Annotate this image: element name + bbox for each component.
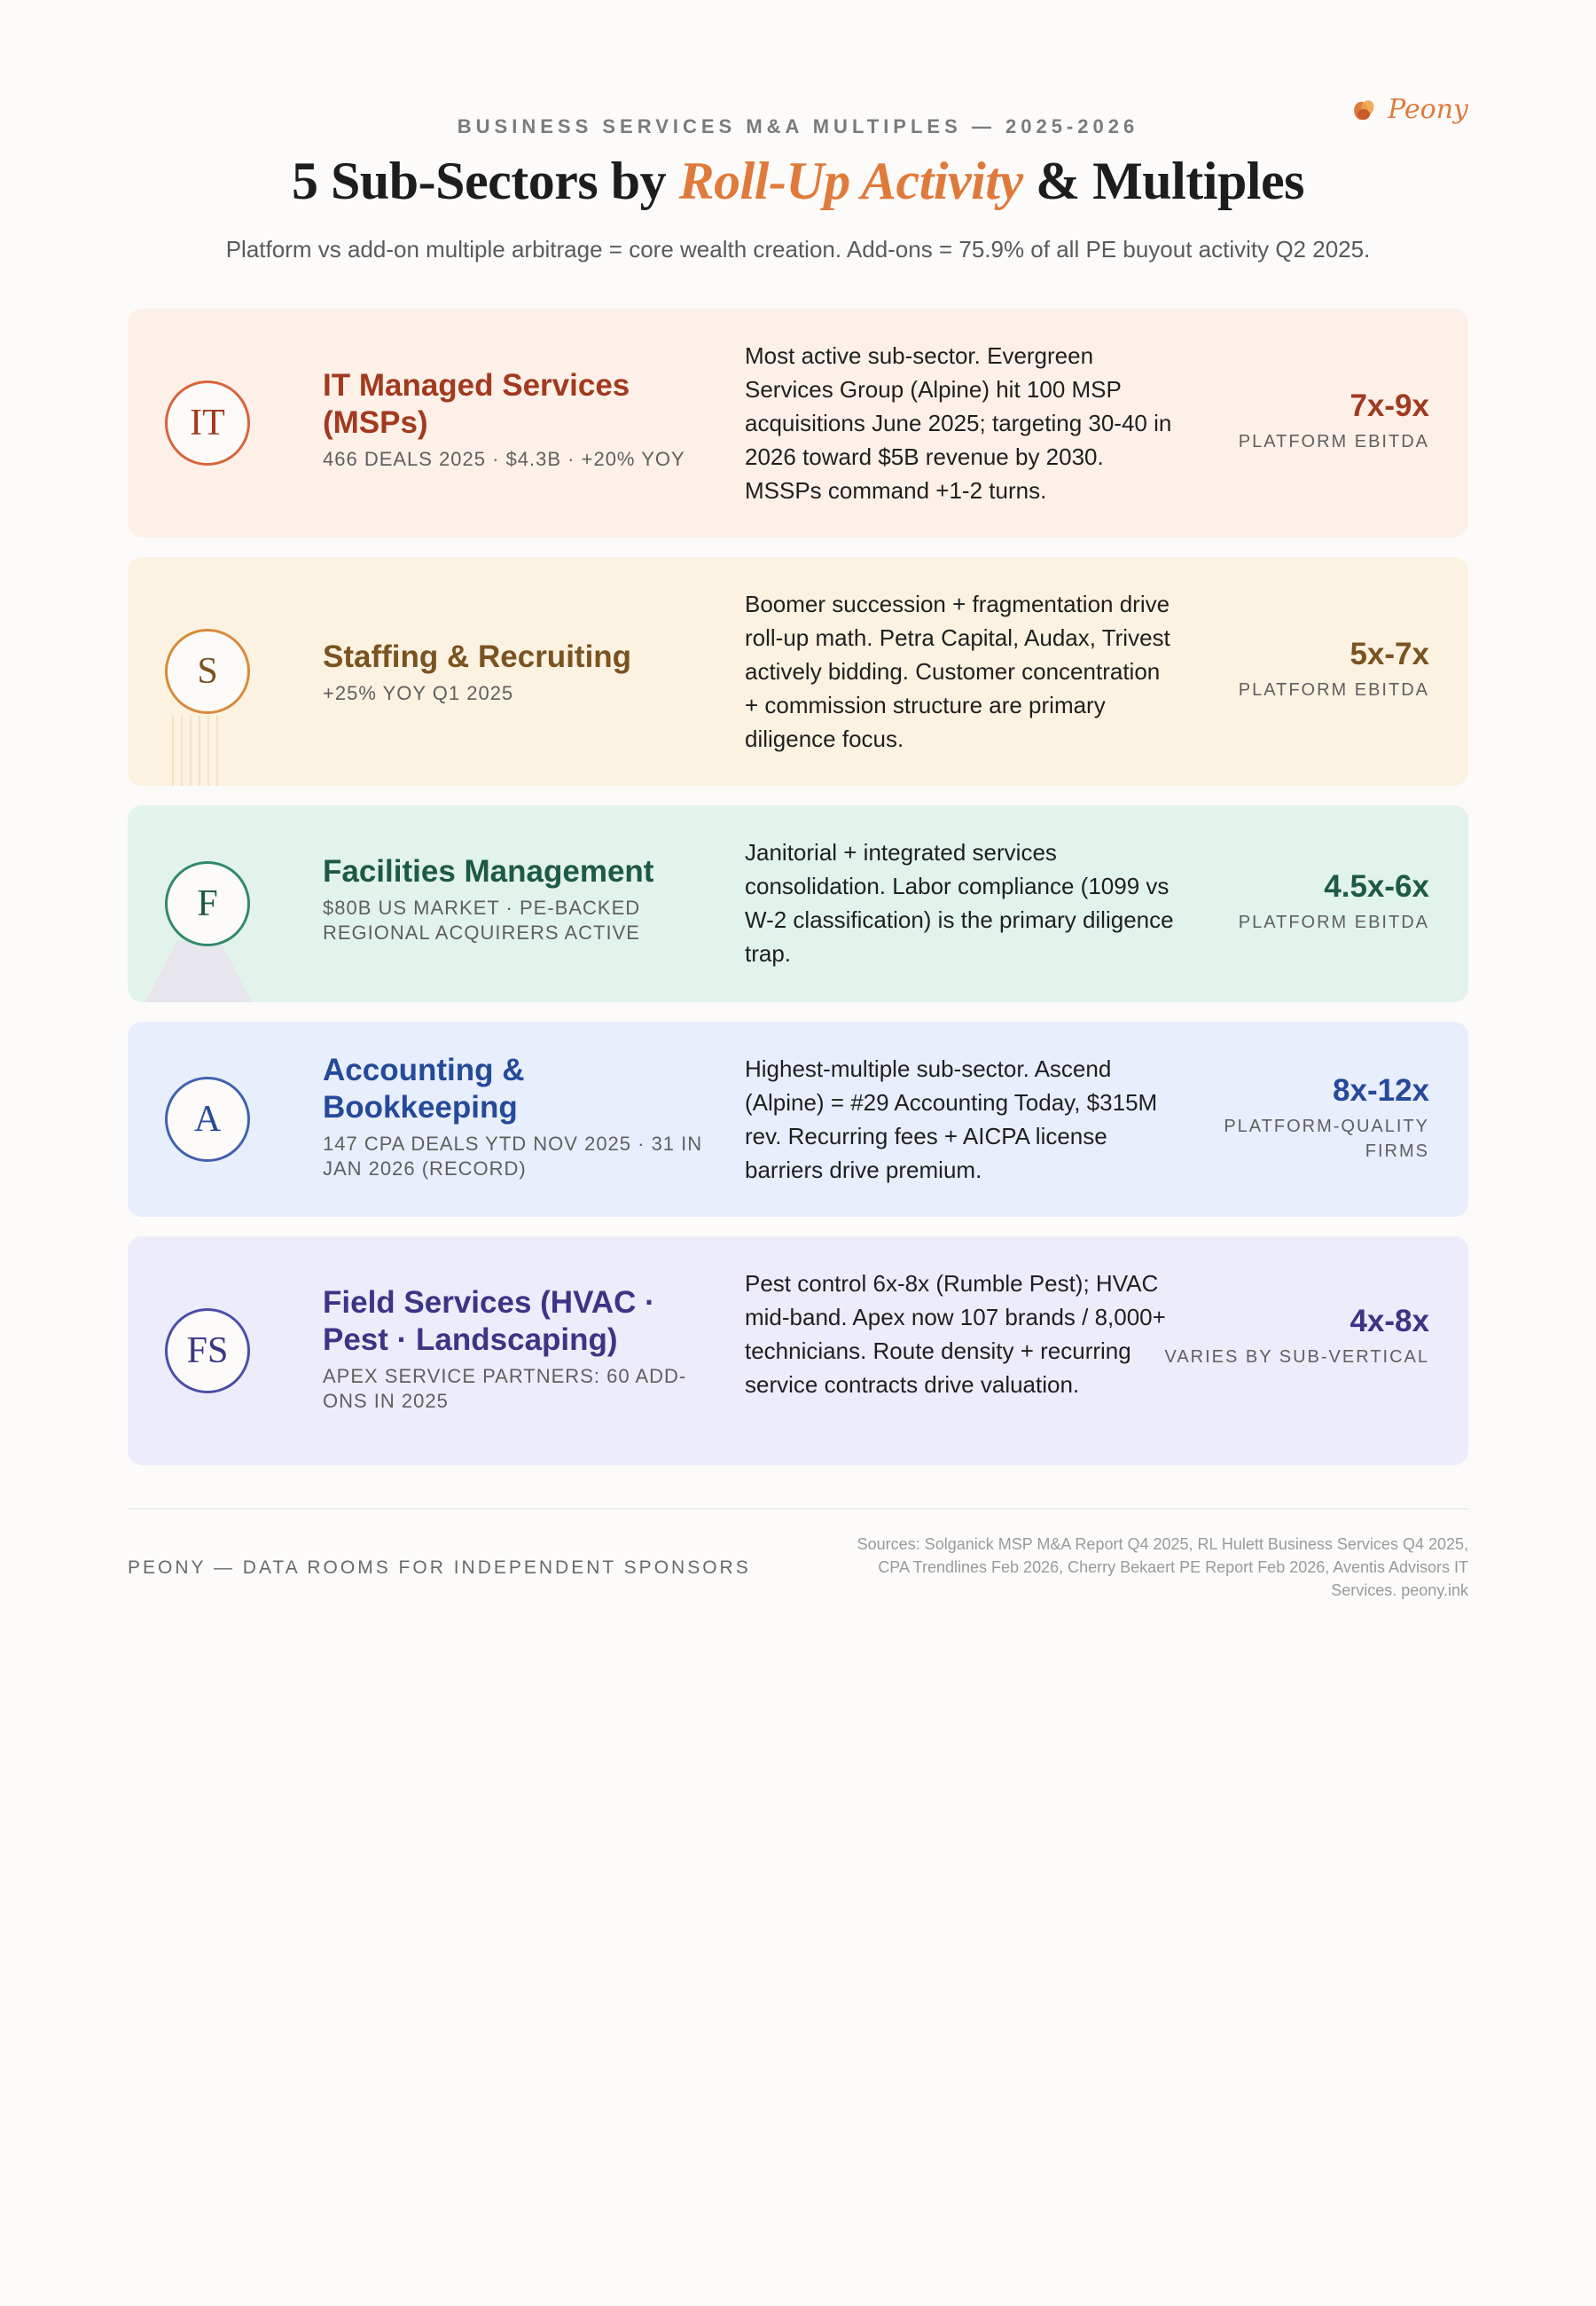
- sector-name: Accounting & Bookkeeping: [323, 1053, 525, 1125]
- sector-meta: 466 DEALS 2025 · $4.3B · +20% YOY: [323, 448, 685, 470]
- title-suffix: & Multiples: [1022, 152, 1304, 210]
- sector-multiple: 5x-7x: [1350, 637, 1429, 671]
- sector-multiple-label: PLATFORM EBITDA: [1238, 913, 1429, 932]
- eyebrow-label: BUSINESS SERVICES M&A MULTIPLES — 2025-2026: [457, 115, 1139, 137]
- sector-badge: A: [165, 1077, 250, 1162]
- sector-name: IT Managed Services (MSPs): [323, 368, 630, 440]
- page-title: [0, 151, 1596, 212]
- sector-card-it-msp: [128, 309, 1468, 537]
- sector-multiple: 4x-8x: [1350, 1304, 1429, 1338]
- sector-multiple-label: PLATFORM-QUALITY FIRMS: [1224, 1117, 1429, 1161]
- sector-multiple-label: PLATFORM EBITDA: [1238, 680, 1429, 700]
- sector-description: Janitorial + integrated services consolidation. Labor compliance (1099 vs W-2 classification) is the primary diligence trap.: [745, 839, 1174, 967]
- sector-card-facilities: [128, 805, 1468, 1002]
- sector-meta: +25% YOY Q1 2025: [323, 682, 514, 704]
- sector-name: Facilities Management: [323, 854, 654, 889]
- sector-badge: F: [165, 861, 250, 946]
- footer-divider: [128, 1508, 1468, 1510]
- title-accent: Roll-Up Activity: [678, 152, 1023, 210]
- sector-meta: 147 CPA DEALS YTD NOV 2025 · 31 IN JAN 2026 (RECORD): [323, 1133, 703, 1180]
- footer-sources: Sources: Solganick MSP M&A Report Q4 2025, RL Hulett Business Services Q4 2025, CPA Trendlines Feb 2026, Cherry Bekaert PE Report Feb 2026, Aventis Advisors IT Services. peony.ink: [857, 1535, 1468, 1599]
- decorative-stripes: [172, 715, 225, 786]
- brand-name: Peony: [1388, 94, 1468, 125]
- title-prefix: 5 Sub-Sectors by: [292, 152, 679, 210]
- sector-badge: S: [165, 629, 250, 714]
- footer-tagline: PEONY — DATA ROOMS FOR INDEPENDENT SPONSORS: [128, 1557, 751, 1578]
- sector-badge: FS: [165, 1308, 250, 1393]
- sector-meta: $80B US MARKET · PE-BACKED REGIONAL ACQUIRERS ACTIVE: [323, 897, 641, 944]
- sector-multiple: 7x-9x: [1350, 388, 1429, 423]
- sector-card-accounting: [128, 1022, 1468, 1217]
- page-subtitle: Platform vs add-on multiple arbitrage = core wealth creation. Add-ons = 75.9% of all PE buyout activity Q2 2025.: [225, 236, 1371, 263]
- sector-description: Boomer succession + fragmentation drive roll-up math. Petra Capital, Audax, Trivest actively bidding. Customer concentration + commission structure are primary diligence focus.: [745, 591, 1170, 752]
- sector-meta: APEX SERVICE PARTNERS: 60 ADD-ONS IN 2025: [323, 1365, 687, 1412]
- sector-description: Highest-multiple sub-sector. Ascend (Alpine) = #29 Accounting Today, $315M rev. Recurring fees + AICPA license barriers drive premium.: [745, 1055, 1158, 1183]
- sector-name: Field Services (HVAC · Pest · Landscaping): [323, 1285, 655, 1357]
- sector-multiple: 8x-12x: [1333, 1073, 1429, 1108]
- sector-card-staffing: [128, 557, 1468, 786]
- sector-description: Most active sub-sector. Evergreen Services Group (Alpine) hit 100 MSP acquisitions June 2025; targeting 30-40 in 2026 toward $5B revenue by 2030. MSSPs command +1-2 turns.: [745, 342, 1172, 504]
- sector-multiple: 4.5x-6x: [1324, 869, 1429, 904]
- sector-multiple-label: PLATFORM EBITDA: [1238, 432, 1429, 451]
- sector-description: Pest control 6x-8x (Rumble Pest); HVAC mid-band. Apex now 107 brands / 8,000+ technicians. Route density + recurring service contracts drive valuation.: [745, 1270, 1166, 1398]
- sector-name: Staffing & Recruiting: [323, 639, 632, 674]
- sector-badge: IT: [165, 380, 250, 466]
- sector-multiple-label: VARIES BY SUB-VERTICAL: [1164, 1347, 1429, 1367]
- decorative-mountain: [145, 940, 252, 1002]
- sector-card-field-services: [128, 1236, 1468, 1465]
